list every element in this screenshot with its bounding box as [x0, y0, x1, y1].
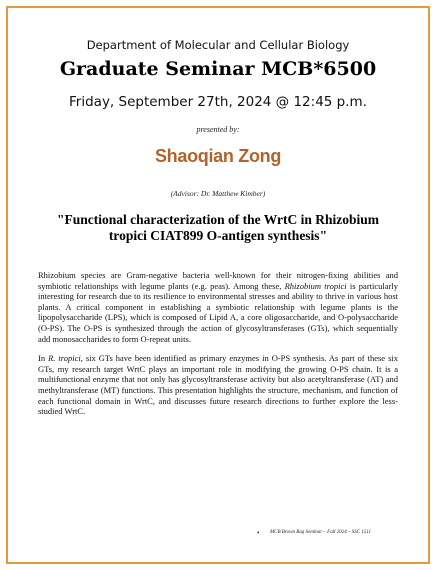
seminar-title: Graduate Seminar MCB*6500 [59, 58, 377, 80]
poster-frame [6, 6, 430, 564]
presented-by-label: presented by: [196, 125, 240, 134]
department-heading: Department of Molecular and Cellular Biology [86, 38, 350, 52]
abstract-p1-text-b: is particularly interesting for research due to its resilience to environmental stresses and ability to thrive in various host plants. A critical component in establishing a symbiotic relationship with legume plants is the lipopolysaccharide (LPS), which is composed of Lipid A, a core oligosaccharide, and O-polysaccharide (O-PS). The O-PS is synthesized through the action of glycosyltransferases (GTs), which sequentially add monosaccharides to form O-repeat units. [38, 280, 398, 344]
abstract-p2-text-a: In [38, 353, 49, 364]
abstract [38, 270, 398, 426]
speaker-name: Shaoqian Zong [154, 146, 282, 166]
footer-bullet: • [257, 529, 260, 537]
advisor-line: (Advisor: Dr. Matthew Kimber) [170, 189, 266, 198]
abstract-paragraph-2 [38, 353, 398, 417]
talk-title: "Functional characterization of the WrtC in Rhizobium tropici CIAT899 O-antigen synthesis" [57, 212, 379, 243]
abstract-paragraph-1 [38, 270, 398, 344]
footer-note: MCB Brown Bag Seminar – Fall 2024 – SSC 1511 [270, 530, 371, 535]
abstract-p1-text-a: Rhizobium species are Gram-negative bacteria well-known for their nitrogen-fixing abilities and symbiotic relationships with legume plants (e.g. peas). Among these, [38, 270, 398, 291]
abstract-p2-species: R. tropici [48, 353, 81, 364]
abstract-p1-species: Rhizobium tropici [284, 280, 347, 291]
abstract-p2-text-b: , six GTs have been identified as primary enzymes in O-PS synthesis. As part of these six GTs, my research target WrtC plays an important role in modifying the growing O-PS chain. It is a multifunctional enzyme that not only has glycosyltransferase activity but also acetyltransferase (AT) and methyltransferase (MT) functions. This presentation highlights the structure, mechanism, and function of each functional domain in WrtC, and discusses future research directions to further explore the less-studied WrtC. [38, 353, 398, 417]
date-time: Friday, September 27th, 2024 @ 12:45 p.m. [69, 94, 367, 110]
